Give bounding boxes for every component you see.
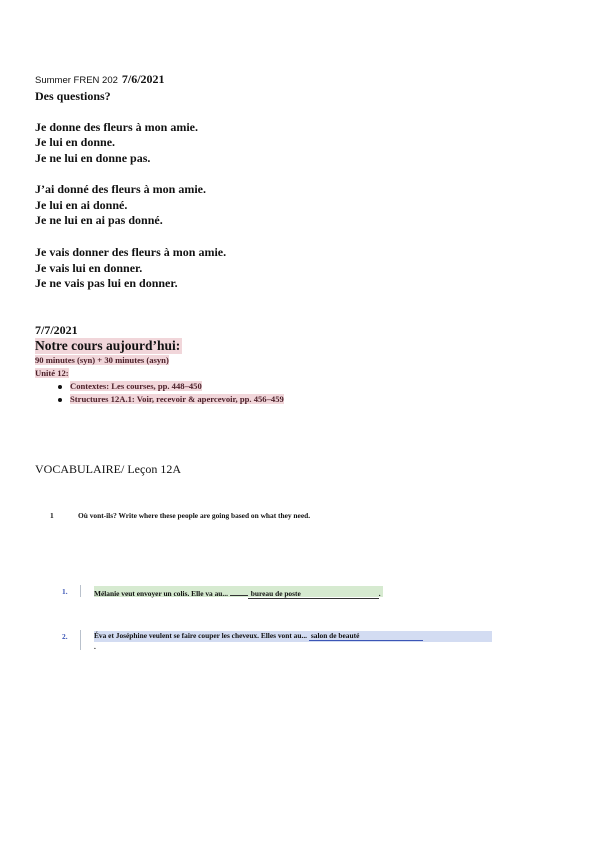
item-1-text: Mélanie veut envoyer un colis. Elle va au... <box>94 589 228 598</box>
item-2-end: . <box>94 642 96 651</box>
item-1-blank <box>230 586 248 596</box>
item-2-text: Éva et Joséphine veulent se faire couper les cheveux. Elles vont au... <box>94 631 308 640</box>
today-bullet-2: Structures 12A.1: Voir, recevoir & apercevoir, pp. 456–459 <box>70 394 284 404</box>
item-2-number: 2. <box>62 632 68 641</box>
vocab-heading: VOCABULAIRE/ Leçon 12A <box>35 462 181 476</box>
course-label: Summer FREN 202 <box>35 75 118 86</box>
item-1-answer[interactable]: bureau de poste <box>248 589 379 599</box>
item-1-margin-bar <box>80 585 81 597</box>
today-bullet-1: Contextes: Les courses, pp. 448–450 <box>70 381 202 391</box>
exercise-instructions: Où vont-ils? Write where these people are going based on what they need. <box>78 511 311 520</box>
example-3-line-2: Je vais lui en donner. <box>35 261 143 275</box>
example-2-line-3: Je ne lui en ai pas donné. <box>35 213 163 227</box>
item-2-line <box>94 631 492 642</box>
example-1-line-1: Je donne des fleurs à mon amie. <box>35 120 198 134</box>
item-2-answer[interactable]: salon de beauté <box>309 631 423 641</box>
today-date: 7/7/2021 <box>35 323 78 337</box>
exercise-number: 1 <box>50 511 54 520</box>
example-1-line-2: Je lui en donne. <box>35 135 116 149</box>
today-duration: 90 minutes (syn) + 30 minutes (asyn) <box>35 355 169 365</box>
questions-heading: Des questions? <box>35 89 111 103</box>
item-1-line <box>94 586 383 597</box>
header-date: 7/6/2021 <box>121 72 165 86</box>
example-3-line-1: Je vais donner des fleurs à mon amie. <box>35 245 227 259</box>
header-line <box>35 70 165 88</box>
today-title: Notre cours aujourd’hui: <box>35 338 181 353</box>
bullet-icon <box>58 385 62 389</box>
bullet-icon <box>58 398 62 402</box>
today-unit: Unité 12: <box>35 368 69 378</box>
item-2-margin-bar <box>80 630 81 650</box>
example-1-line-3: Je ne lui en donne pas. <box>35 151 151 165</box>
example-2-line-2: Je lui en ai donné. <box>35 198 128 212</box>
example-3-line-3: Je ne vais pas lui en donner. <box>35 276 178 290</box>
item-1-number: 1. <box>62 587 68 596</box>
example-2-line-1: J’ai donné des fleurs à mon amie. <box>35 182 206 196</box>
item-1-end: . <box>378 589 381 598</box>
